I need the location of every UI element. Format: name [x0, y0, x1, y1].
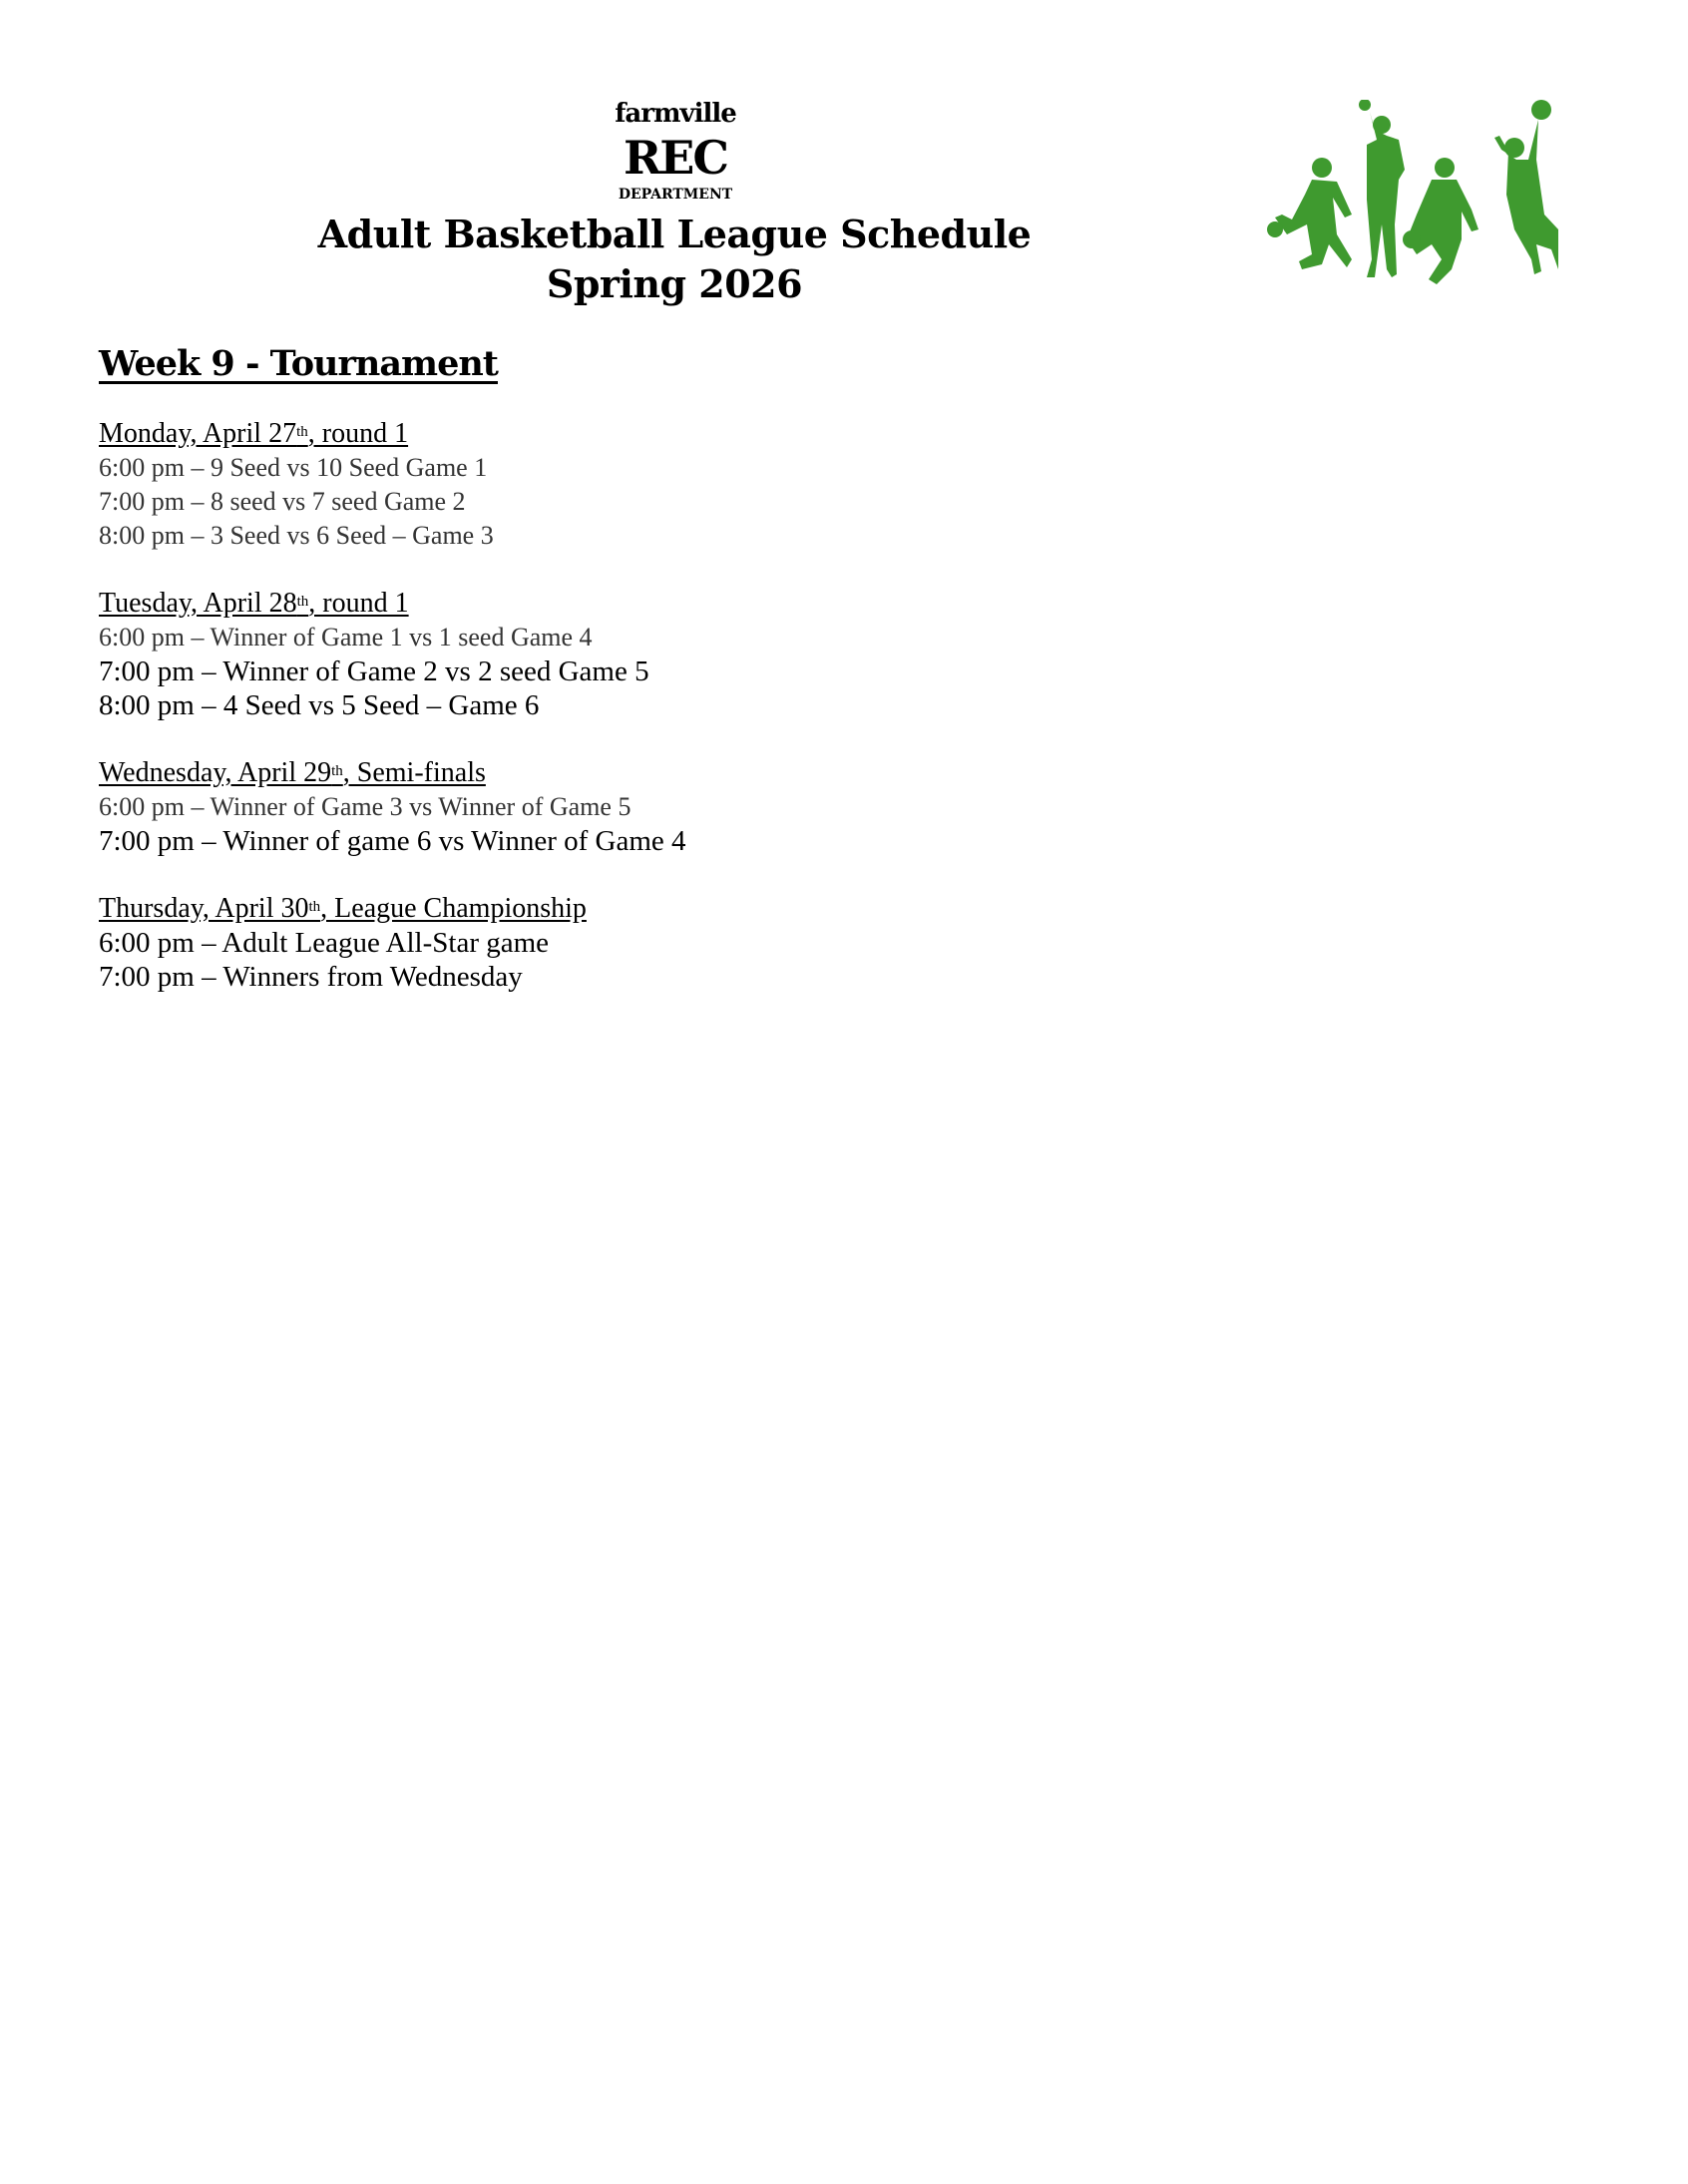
game-line: 7:00 pm – Winners from Wednesday	[99, 961, 523, 993]
day-heading: Tuesday, April 28th, round 1	[99, 588, 409, 619]
page-subtitle: Spring 2026	[546, 261, 803, 306]
logo-line-1: farmville	[615, 99, 736, 129]
page-title: Adult Basketball League Schedule	[317, 212, 1032, 256]
game-line: 6:00 pm – Winner of Game 1 vs 1 seed Game 4	[99, 623, 593, 652]
day-monday	[99, 417, 686, 553]
logo-line-2: REC	[624, 131, 727, 185]
game-line: 6:00 pm – Adult League All-Star game	[99, 927, 550, 959]
schedule	[99, 417, 686, 1028]
logo-line-3: DEPARTMENT	[618, 187, 733, 203]
farmville-rec-logo	[586, 98, 765, 204]
game-line: 6:00 pm – Winner of Game 3 vs Winner of Game 5	[99, 792, 632, 821]
week-heading: Week 9 - Tournament	[99, 343, 498, 384]
game-line: 6:00 pm – 9 Seed vs 10 Seed Game 1	[99, 453, 488, 482]
day-heading: Wednesday, April 29th, Semi-finals	[99, 757, 486, 788]
day-thursday	[99, 892, 686, 994]
game-line: 8:00 pm – 4 Seed vs 5 Seed – Game 6	[99, 689, 540, 721]
day-heading: Thursday, April 30th, League Championship	[99, 893, 587, 924]
day-heading: Monday, April 27th, round 1	[99, 418, 409, 449]
game-line: 8:00 pm – 3 Seed vs 6 Seed – Game 3	[99, 521, 494, 550]
basketball-players-icon	[1267, 100, 1558, 289]
game-line: 7:00 pm – Winner of Game 2 vs 2 seed Game 5	[99, 655, 649, 687]
day-wednesday	[99, 756, 686, 858]
game-line: 7:00 pm – Winner of game 6 vs Winner of Game 4	[99, 825, 686, 857]
game-line: 7:00 pm – 8 seed vs 7 seed Game 2	[99, 487, 466, 516]
day-tuesday	[99, 587, 686, 722]
